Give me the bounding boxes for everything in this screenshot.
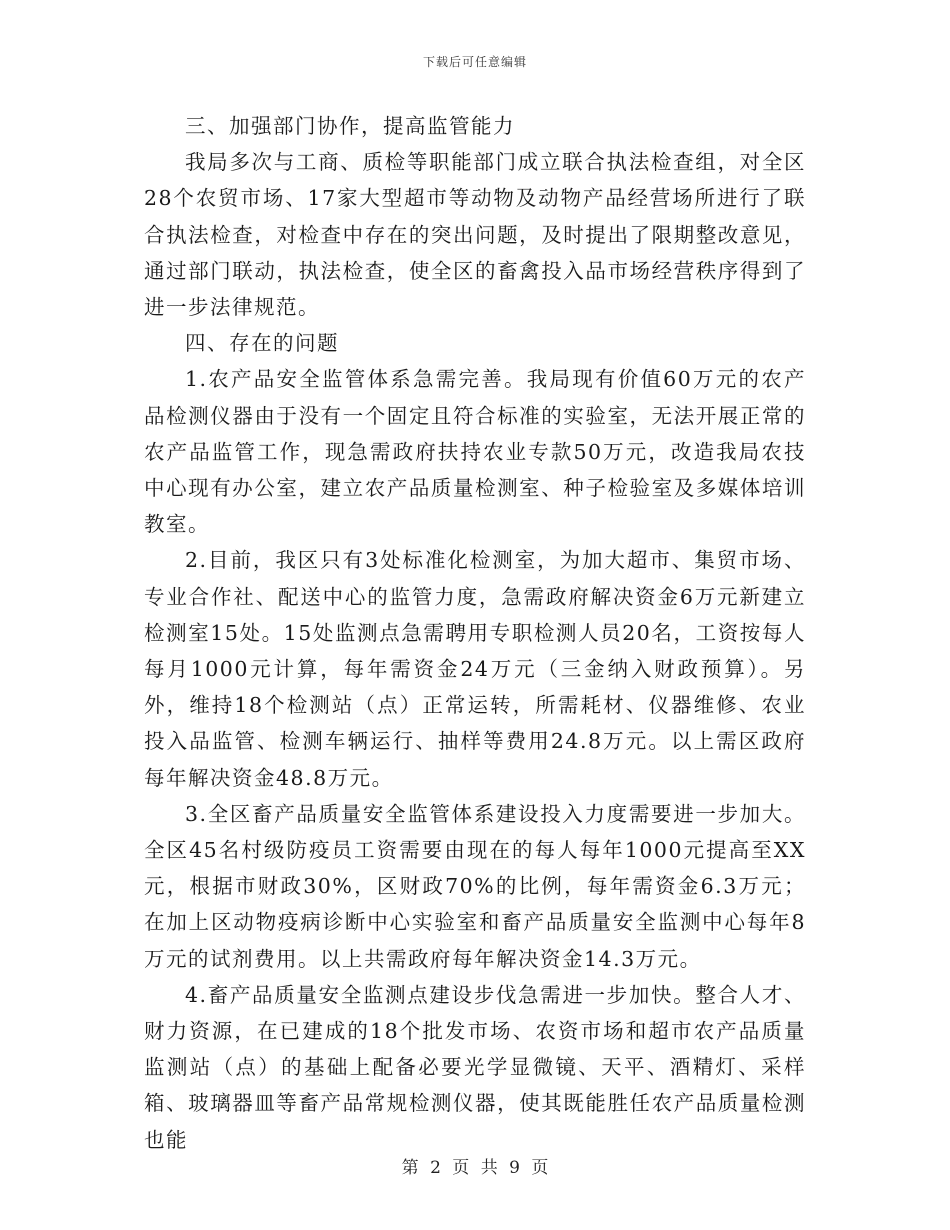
section-heading-3: 三、加强部门协作，提高监管能力 bbox=[185, 114, 515, 138]
paragraph-issue-1: 1.农产品安全监管体系急需完善。我局现有价值60万元的农产品检测仪器由于没有一个固定且符合标准的实验室，无法开展正常的农产品监管工作，现急需政府扶持农业专款50万元，改造我局农技中心现有办公室，建立农产品质量检测室、种子检验室及多媒体培训教室。 bbox=[144, 367, 806, 537]
section-heading-4: 四、存在的问题 bbox=[185, 331, 339, 356]
paragraph-issue-3: 3.全区畜产品质量安全监管体系建设投入力度需要进一步加大。全区45名村级防疫员工资需要由现在的每人每年1000元提高至XX元，根据市财政30%，区财政70%的比例，每年需资金6.3万元；在加上区动物疫病诊断中心实验室和畜产品质量安全监测中心每年8万元的试剂费用。以上共需政府每年解决资金14.3万元。 bbox=[144, 801, 806, 971]
paragraph-joint-inspection: 我局多次与工商、质检等职能部门成立联合执法检查组，对全区28个农贸市场、17家大型超市等动物及动物产品经营场所进行了联合执法检查，对检查中存在的突出问题，及时提出了限期整改意见，通过部门联动，执法检查，使全区的畜禽投入品市场经营秩序得到了进一步法律规范。 bbox=[144, 150, 806, 320]
document-body bbox=[144, 108, 806, 1158]
paragraph-issue-2: 2.目前，我区只有3处标准化检测室，为加大超市、集贸市场、专业合作社、配送中心的监管力度，急需政府解决资金6万元新建立检测室15处。15处监测点急需聘用专职检测人员20名，工资按每人每月1000元计算，每年需资金24万元（三金纳入财政预算）。另外，维持18个检测站（点）正常运转，所需耗材、仪器维修、农业投入品监管、检测车辆运行、抽样等费用24.8万元。以上需区政府每年解决资金48.8万元。 bbox=[144, 548, 806, 790]
header-note: 下载后可任意编辑 bbox=[422, 55, 527, 69]
page-number-footer: 第 2 页 共 9 页 bbox=[401, 1158, 549, 1178]
paragraph-issue-4: 4.畜产品质量安全监测点建设步伐急需进一步加快。整合人才、财力资源，在已建成的18个批发市场、农资市场和超市农产品质量监测站（点）的基础上配备必要光学显微镜、天平、酒精灯、采样箱、玻璃器皿等畜产品常规检测仪器，使其既能胜任农产品质量检测也能 bbox=[144, 982, 806, 1152]
